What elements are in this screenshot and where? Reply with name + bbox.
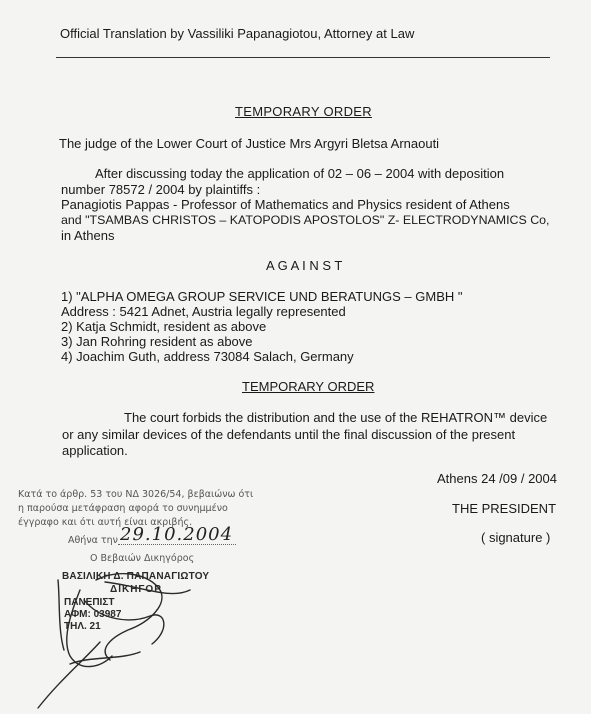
ruling-line: application. xyxy=(62,443,128,458)
ruling-line: or any similar devices of the defendants until the final discussion of the present xyxy=(62,427,516,442)
seal-afm: ΑΦΜ: 03987 xyxy=(64,609,122,620)
seal-tel: ΤΗΛ. 21 xyxy=(64,621,101,632)
body-line: number 78572 / 2004 by plaintiffs : xyxy=(61,182,261,197)
defendant-line: 2) Katja Schmidt, resident as above xyxy=(61,319,267,334)
seal-street: ΠΑΝΕΠΙΣΤ xyxy=(64,597,115,608)
handwritten-signature xyxy=(0,560,240,714)
ruling-line: The court forbids the distribution and the use of the REHATRON™ device xyxy=(124,410,548,425)
translator-line: Official Translation by Vassiliki Papanagiotou, Attorney at Law xyxy=(60,26,415,41)
date-dotted-line xyxy=(118,544,236,546)
header-rule xyxy=(56,57,550,58)
stamp-line: η παρούσα μετάφραση αφορά το συνημμένο xyxy=(18,503,228,514)
defendant-line: Address : 5421 Adnet, Austria legally represented xyxy=(61,304,346,319)
order-title: TEMPORARY ORDER xyxy=(235,104,372,119)
seal-name: ΒΑΣΙΛΙΚΗ Δ. ΠΑΠΑΝΑΓΙΩΤΟΥ xyxy=(62,571,210,582)
place-date: Athens 24 /09 / 2004 xyxy=(437,471,557,486)
president-title: THE PRESIDENT xyxy=(452,501,557,516)
order-title-2: TEMPORARY ORDER xyxy=(242,379,375,394)
signature-placeholder: ( signature ) xyxy=(481,530,551,545)
defendant-line: 3) Jan Rohring resident as above xyxy=(61,334,253,349)
stamp-line: έγγραφο και ότι αυτή είναι ακριβής. xyxy=(18,517,193,528)
against-heading: A G A I N S T xyxy=(266,258,343,273)
body-line: in Athens xyxy=(61,228,115,243)
body-line: and "TSAMBAS CHRISTOS – KATOPODIS APOSTOLOS" Z- ELECTRODYNAMICS Co, xyxy=(61,213,550,227)
certifier-label: Ο Βεβαιών Δικηγόρος xyxy=(90,553,195,564)
stamp-line: Κατά το άρθρ. 53 του ΝΔ 3026/54, βεβαιώνω ότι xyxy=(18,489,254,500)
body-line: Panagiotis Pappas - Professor of Mathematics and Physics resident of Athens xyxy=(61,197,510,212)
handwritten-date: 29.10.2004 xyxy=(120,524,234,545)
body-line: After discussing today the application of 02 – 06 – 2004 with deposition xyxy=(95,166,505,181)
judge-line: The judge of the Lower Court of Justice Mrs Argyri Bletsa Arnaouti xyxy=(59,136,440,151)
defendant-line: 1) "ALPHA OMEGA GROUP SERVICE UND BERATUNGS – GMBH " xyxy=(61,289,463,304)
stamp-date-prefix: Αθήνα την xyxy=(68,535,118,546)
defendant-line: 4) Joachim Guth, address 73084 Salach, Germany xyxy=(61,349,354,364)
seal-role: ΔΙΚΗΓΟΡ xyxy=(110,584,162,595)
